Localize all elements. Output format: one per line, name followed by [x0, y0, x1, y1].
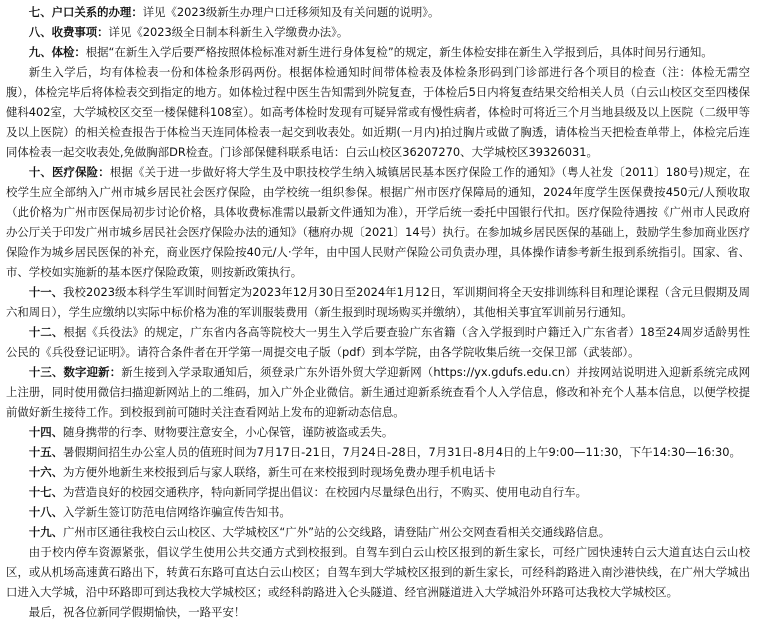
item-18	[6, 502, 750, 522]
item-14-heading: 十四、	[28, 425, 63, 439]
item-11-heading: 十一、	[28, 285, 64, 299]
item-9	[6, 42, 750, 62]
item-15	[6, 442, 750, 462]
item-9-detail	[6, 62, 750, 162]
item-18-heading: 十八、	[28, 505, 63, 519]
item-13-text: 新生接到入学录取通知后，须登录广东外语外贸大学迎新网（https://yx.gdufs.edu.cn）并按网站说明进入迎新系统完成网上注册，同时使用微信扫描迎新网站上的二维码，加入广外企业微信。新生通过迎新系统查看个人入学信息，修改和补充个人基本信息，以便学校提前做好新生接待工作。到校报到前可随时关注查看网站上发布的迎新动态信息。	[6, 365, 750, 419]
item-8-text: 详见《2023级全日制本科新生入学缴费办法》。	[108, 25, 349, 39]
item-16-text: 为方便外地新生来校报到后与家人联络，新生可在来校报到时现场免费办理手机电话卡	[62, 465, 496, 479]
item-16	[6, 462, 750, 482]
item-7-text: 详见《2023级新生办理户口迁移须知及有关问题的说明》。	[142, 5, 440, 19]
item-19-detail	[6, 542, 750, 602]
item-17-text: 为营造良好的校园交通秩序，特向新同学提出倡议：在校园内尽量绿色出行，不购买、使用电动自行车。	[62, 485, 587, 499]
item-15-text: 暑假期间招生办公室人员的值班时间为7月17日-21日，7月24日-28日，7月31日-8月4日的上午9:00—11:30，下午14:30—16:30。	[62, 445, 741, 459]
item-7-heading: 七、户口关系的办理：	[28, 5, 143, 19]
item-18-text: 入学新生签订防范电信网络诈骗宣传告知书。	[62, 505, 291, 519]
item-14	[6, 422, 750, 442]
item-10-heading: 十、医疗保险：	[28, 165, 110, 179]
item-19-heading: 十九、	[28, 525, 63, 539]
item-15-heading: 十五、	[28, 445, 63, 459]
item-19-detail-text: 由于校内停车资源紧张，倡议学生使用公共交通方式到校报到。自驾车到白云山校区报到的新生家长，可经广园快速转白云大道直达白云山校区，或从机场高速黄石路出下，转黄石东路可直达白云山校区；自驾车到大学城校区报到的新生家长，可经科韵路进入南沙港快线，在广州大学城出口进入大学城，沿中环路即可到达我校大学城校区；或经科韵路进入仑头隧道、经官洲隧道进入大学城沿外环路可达我校大学城校区。	[6, 545, 750, 599]
item-7	[6, 2, 750, 22]
item-9-text: 根据“在新生入学后要严格按照体检标准对新生进行身体复检”的规定，新生体检安排在新生入学报到后，具体时间另行通知。	[85, 45, 713, 59]
item-9-detail-text: 新生入学后，均有体检表一份和体检条形码两份。根据体检通知时间带体检表及体检条形码到门诊部进行各个项目的检查（注：体检无需空腹），体检完毕后将体检表交到指定的地方。如体检过程中医生告知需到外院复查，于体检后5日内将复查结果交给相关人员（白云山校区交至四楼保健科402室，大学城校区交至一楼保健科108室）。如高考体检时发现有可疑异常或有慢性病者，体检时可将近三个月当地县级及以上医院（二级甲等及以上医院）的相关检查报告于体检当天连同体检表一起交到收表处。如近期(一月内)拍过胸片或做了胸透，请体检当天把检查单带上，体检完后连同体检表一起交收表处,免做胸部DR检查。门诊部保健科联系电话：白云山校区36207270、大学城校区39326031。	[6, 65, 751, 159]
item-19	[6, 522, 750, 542]
item-10	[6, 162, 750, 282]
item-12-heading: 十二、	[28, 325, 64, 339]
item-13	[6, 362, 750, 422]
item-16-heading: 十六、	[28, 465, 63, 479]
item-17	[6, 482, 750, 502]
item-17-heading: 十七、	[28, 485, 63, 499]
item-11	[6, 282, 750, 322]
item-11-text: 我校2023级本科学生军训时间暂定为2023年12月30日至2024年1月12日，军训期间将全天安排训练科目和理论课程（含元旦假期及周六和周日），学生应缴纳以实际中标价格为准的军训服装费用（新生报到时现场购买并缴纳），其他相关事宜军训前另行通知。	[6, 285, 750, 319]
item-8	[6, 22, 750, 42]
item-13-heading: 十三、数字迎新：	[28, 365, 122, 379]
item-10-text: 根据《关于进一步做好将大学生及中职技校学生纳入城镇居民基本医疗保险工作的通知》（粤人社发〔2011〕180号)规定，在校学生应全部纳入广州市城乡居民社会医疗保险，由学校统一组织参保。根据广州市医疗保障局的通知，2024年度学生医保费按450元/人预收取（此价格为广州市医保局初步讨论价格，具体收费标准需以最新文件通知为准），开学后统一委托中国银行代扣。医疗保险待遇按《广州市人民政府办公厅关于印发广州市城乡居民社会医疗保险办法的通知》（穗府办规〔2021〕14号）执行。在参加城乡居民医保的基础上，鼓励学生参加商业医疗保险作为城乡居民医保的补充，商业医疗保险按40元/人·学年，由中国人民财产保险公司负责办理，具体操作请参考新生报到系统指引。国家、省、市、学校如实施新的基本医疗保险政策，则按新政策执行。	[6, 165, 751, 279]
closing-remark-text: 最后，祝各位新同学假期愉快，一路平安！	[28, 605, 246, 619]
item-12-text: 根据《兵役法》的规定，广东省内各高等院校大一男生入学后要查验广东省籍（含入学报到时户籍迁入广东省者）18至24周岁适龄男性公民的《兵役登记证明》。请符合条件者在开学第一周提交电子版（pdf）到本学院，由各学院收集后统一交保卫部（武装部）。	[6, 325, 750, 359]
item-12	[6, 322, 750, 362]
item-14-text: 随身携带的行李、财物要注意安全，小心保管，谨防被盗或丢失。	[62, 425, 394, 439]
item-19-text: 广州市区通往我校白云山校区、大学城校区“广外”站的公交线路，请登陆广州公交网查看相关交通线路信息。	[62, 525, 611, 539]
item-8-heading: 八、收费事项：	[28, 25, 109, 39]
item-9-heading: 九、体检：	[28, 45, 86, 59]
closing-remark	[6, 602, 750, 622]
